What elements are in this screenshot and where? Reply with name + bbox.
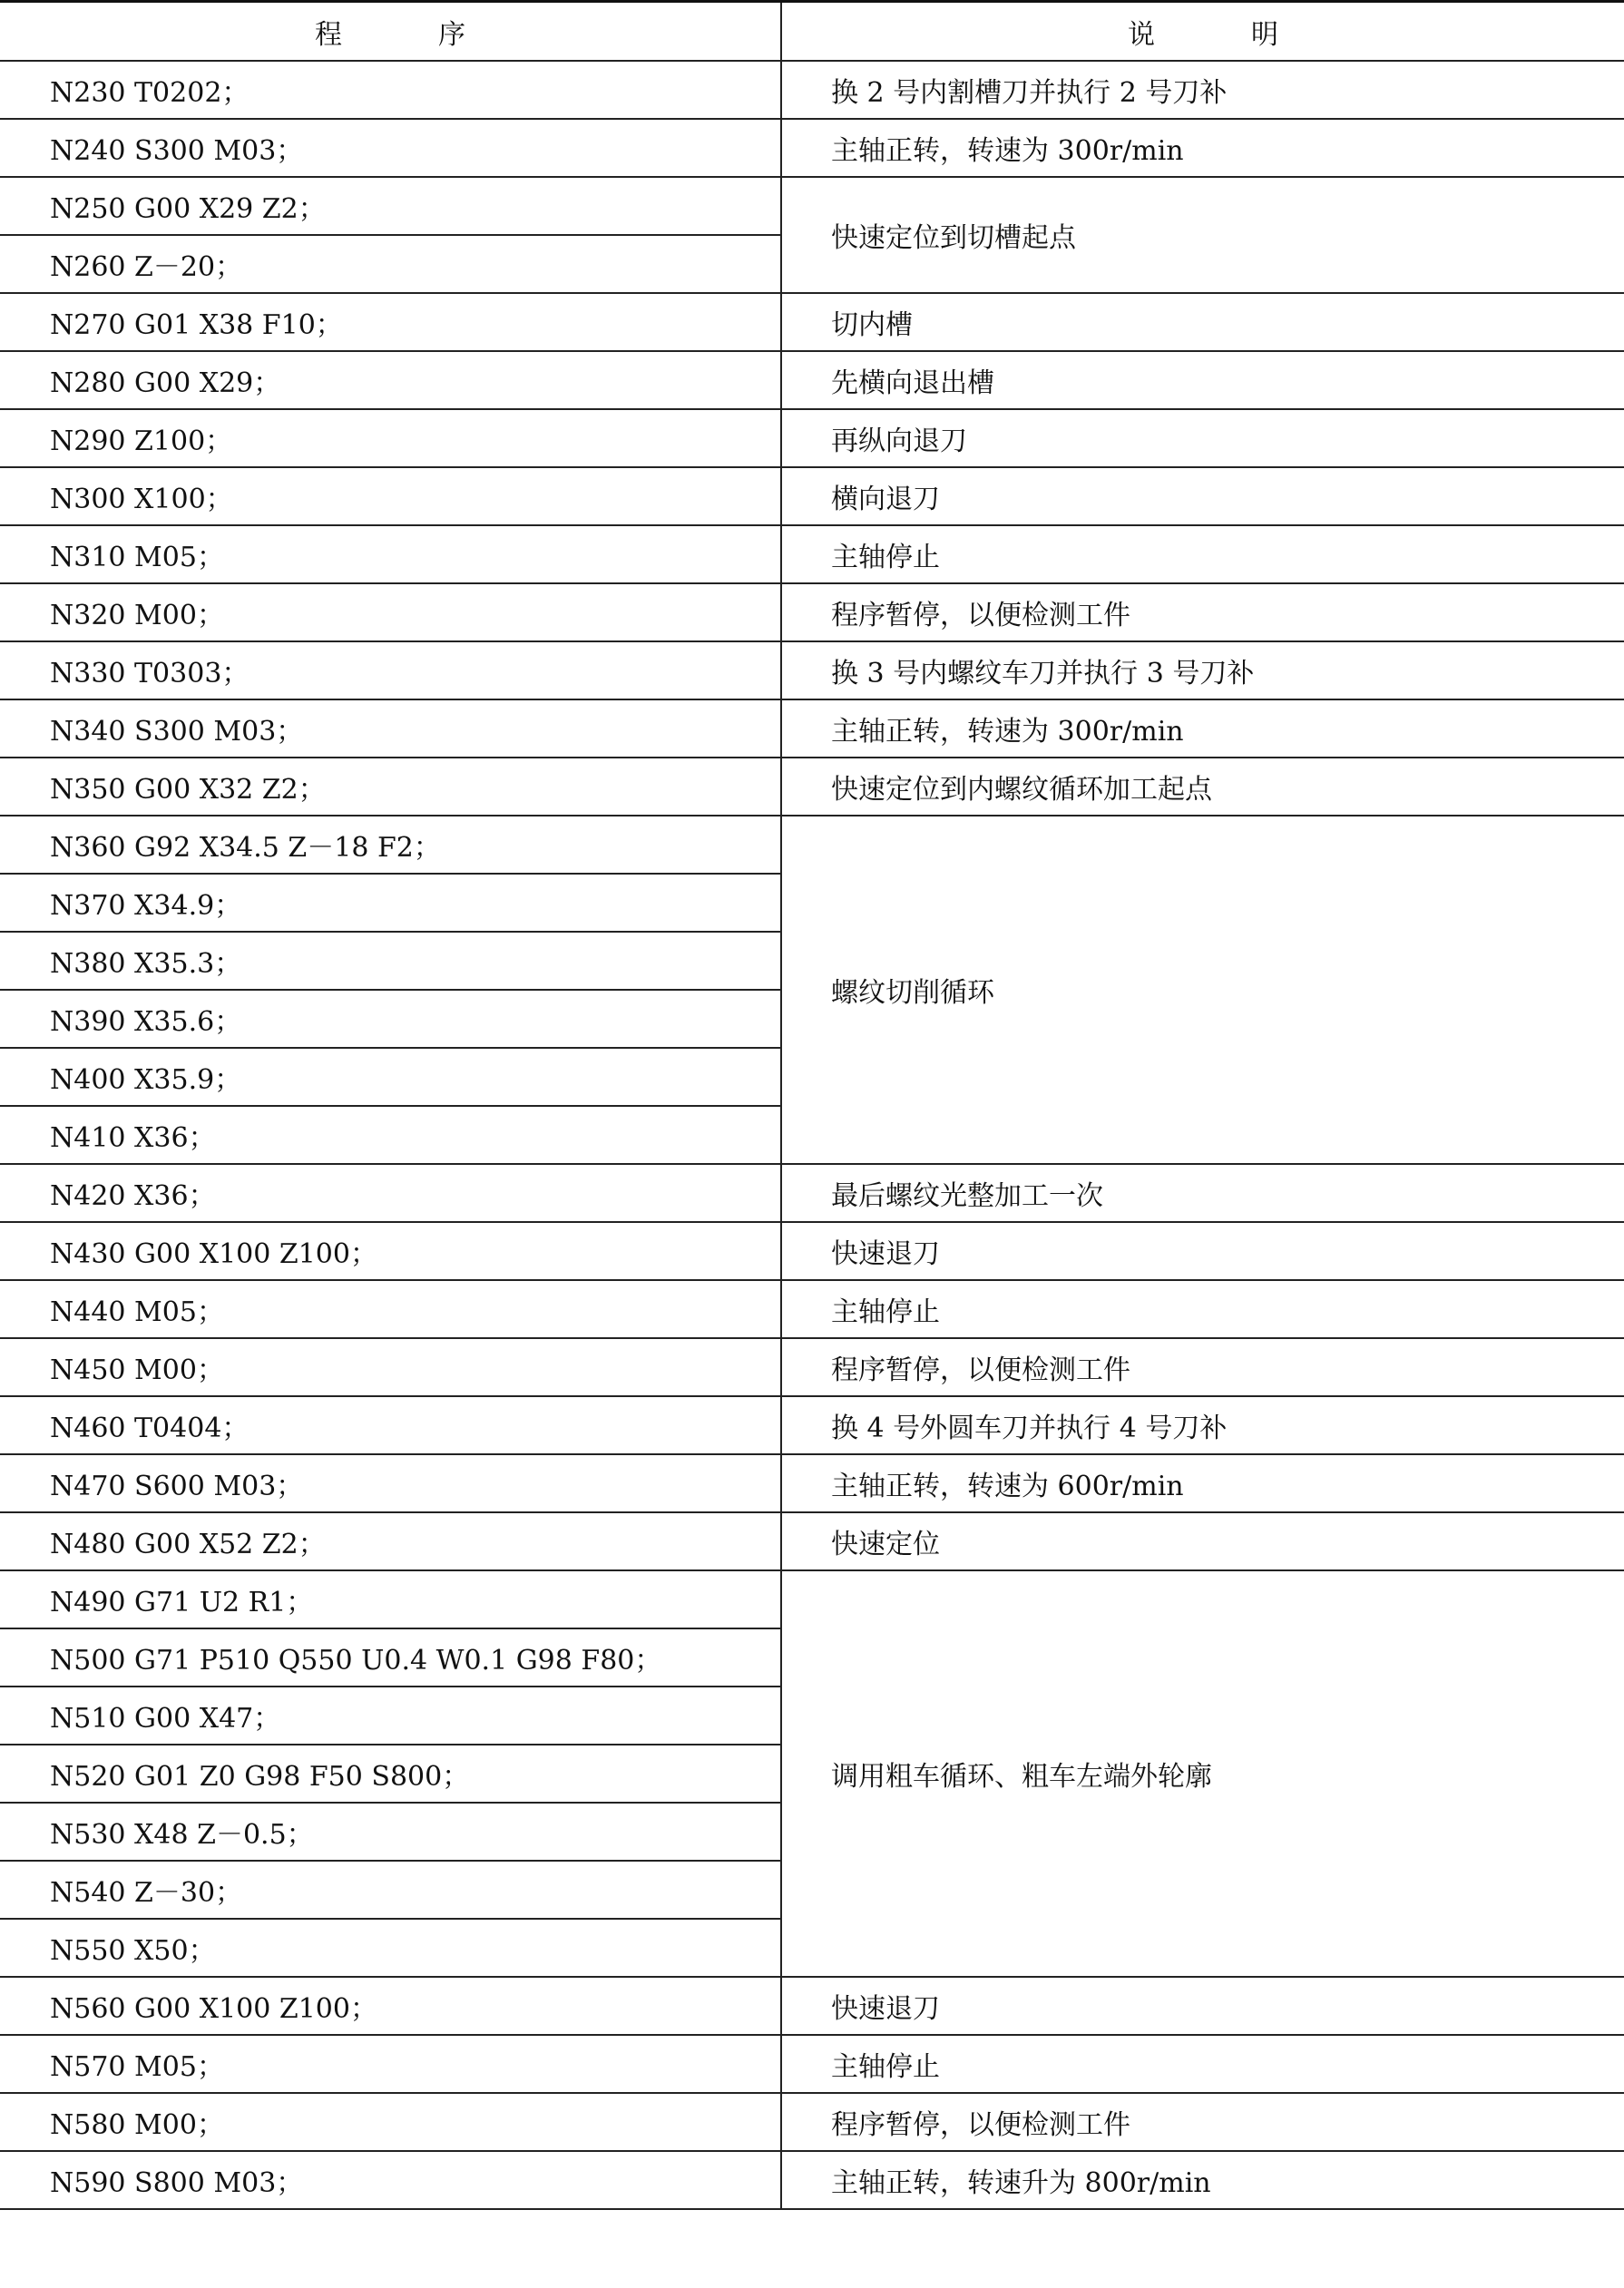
header-row	[0, 2, 1624, 62]
description-cell: 再纵向退刀	[781, 409, 1624, 467]
description-cell: 最后螺纹光整加工一次	[781, 1164, 1624, 1222]
description-cell: 快速定位	[781, 1512, 1624, 1570]
program-cell: N260 Z－20；	[0, 235, 781, 293]
program-cell: N380 X35.3；	[0, 932, 781, 990]
table-row	[0, 2151, 1624, 2209]
table-row	[0, 2035, 1624, 2093]
program-cell: N480 G00 X52 Z2；	[0, 1512, 781, 1570]
description-cell: 先横向退出槽	[781, 351, 1624, 409]
table-row	[0, 1454, 1624, 1512]
program-cell: N250 G00 X29 Z2；	[0, 177, 781, 235]
description-cell: 快速退刀	[781, 1222, 1624, 1280]
program-cell: N500 G71 P510 Q550 U0.4 W0.1 G98 F80；	[0, 1628, 781, 1687]
description-cell: 主轴停止	[781, 2035, 1624, 2093]
program-cell: N240 S300 M03；	[0, 119, 781, 177]
description-cell: 切内槽	[781, 293, 1624, 351]
program-cell: N470 S600 M03；	[0, 1454, 781, 1512]
table-row	[0, 2093, 1624, 2151]
table-row	[0, 1512, 1624, 1570]
program-cell: N580 M00；	[0, 2093, 781, 2151]
table-row	[0, 293, 1624, 351]
program-cell: N370 X34.9；	[0, 874, 781, 932]
program-cell: N290 Z100；	[0, 409, 781, 467]
table-body	[0, 61, 1624, 2209]
description-cell: 主轴正转，转速升为 800r/min	[781, 2151, 1624, 2209]
table-row	[0, 61, 1624, 119]
table-row	[0, 351, 1624, 409]
description-cell: 螺纹切削循环	[781, 816, 1624, 1164]
program-cell: N300 X100；	[0, 467, 781, 525]
program-cell: N590 S800 M03；	[0, 2151, 781, 2209]
program-cell: N410 X36；	[0, 1106, 781, 1164]
program-cell: N460 T0404；	[0, 1396, 781, 1454]
program-cell: N270 G01 X38 F10；	[0, 293, 781, 351]
program-cell: N350 G00 X32 Z2；	[0, 758, 781, 816]
program-cell: N550 X50；	[0, 1919, 781, 1977]
program-cell: N520 G01 Z0 G98 F50 S800；	[0, 1745, 781, 1803]
table-row	[0, 1396, 1624, 1454]
description-cell: 横向退刀	[781, 467, 1624, 525]
program-cell: N450 M00；	[0, 1338, 781, 1396]
header-description: 说 明	[781, 2, 1624, 62]
description-cell: 快速定位到切槽起点	[781, 177, 1624, 293]
program-cell: N330 T0303；	[0, 641, 781, 699]
program-cell: N570 M05；	[0, 2035, 781, 2093]
table-row	[0, 583, 1624, 641]
description-cell: 主轴正转，转速为 300r/min	[781, 119, 1624, 177]
program-cell: N510 G00 X47；	[0, 1687, 781, 1745]
description-cell: 调用粗车循环、粗车左端外轮廓	[781, 1570, 1624, 1977]
table-row	[0, 1338, 1624, 1396]
table-row	[0, 699, 1624, 758]
program-cell: N360 G92 X34.5 Z－18 F2；	[0, 816, 781, 874]
description-cell: 换 4 号外圆车刀并执行 4 号刀补	[781, 1396, 1624, 1454]
description-cell: 主轴停止	[781, 1280, 1624, 1338]
description-cell: 程序暂停，以便检测工件	[781, 2093, 1624, 2151]
program-cell: N280 G00 X29；	[0, 351, 781, 409]
description-cell: 换 3 号内螺纹车刀并执行 3 号刀补	[781, 641, 1624, 699]
table-row	[0, 816, 1624, 874]
description-cell: 主轴正转，转速为 600r/min	[781, 1454, 1624, 1512]
program-cell: N390 X35.6；	[0, 990, 781, 1048]
program-cell: N560 G00 X100 Z100；	[0, 1977, 781, 2035]
description-cell: 程序暂停，以便检测工件	[781, 1338, 1624, 1396]
description-cell: 主轴停止	[781, 525, 1624, 583]
table-row	[0, 1977, 1624, 2035]
table-row	[0, 1280, 1624, 1338]
table-row	[0, 177, 1624, 235]
description-cell: 换 2 号内割槽刀并执行 2 号刀补	[781, 61, 1624, 119]
table-header	[0, 2, 1624, 62]
description-cell: 主轴正转，转速为 300r/min	[781, 699, 1624, 758]
program-cell: N230 T0202；	[0, 61, 781, 119]
table-row	[0, 119, 1624, 177]
header-program: 程 序	[0, 2, 781, 62]
table-row	[0, 409, 1624, 467]
table-row	[0, 1570, 1624, 1628]
description-cell: 快速退刀	[781, 1977, 1624, 2035]
table-row	[0, 525, 1624, 583]
program-cell: N340 S300 M03；	[0, 699, 781, 758]
description-cell: 快速定位到内螺纹循环加工起点	[781, 758, 1624, 816]
program-cell: N440 M05；	[0, 1280, 781, 1338]
table-row	[0, 1222, 1624, 1280]
program-cell: N310 M05；	[0, 525, 781, 583]
program-cell: N490 G71 U2 R1；	[0, 1570, 781, 1628]
table-row	[0, 467, 1624, 525]
program-cell: N540 Z－30；	[0, 1861, 781, 1919]
program-cell: N530 X48 Z－0.5；	[0, 1803, 781, 1861]
table-row	[0, 1164, 1624, 1222]
program-cell: N400 X35.9；	[0, 1048, 781, 1106]
description-cell: 程序暂停，以便检测工件	[781, 583, 1624, 641]
program-cell: N420 X36；	[0, 1164, 781, 1222]
table-row	[0, 758, 1624, 816]
table-row	[0, 641, 1624, 699]
program-cell: N430 G00 X100 Z100；	[0, 1222, 781, 1280]
program-cell: N320 M00；	[0, 583, 781, 641]
